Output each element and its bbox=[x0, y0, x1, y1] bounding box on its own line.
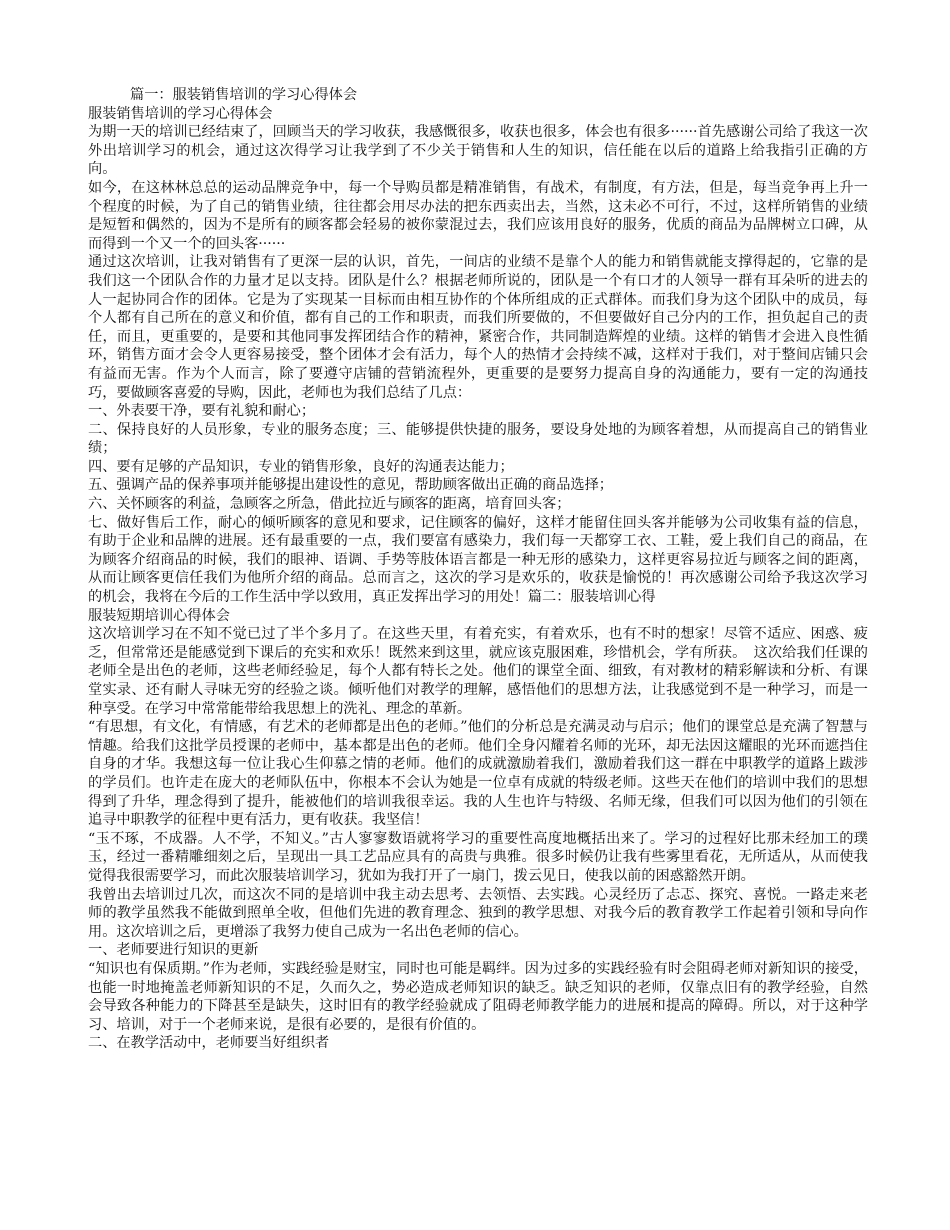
paragraph: 这次培训学习在不知不觉已过了半个多月了。在这些天里，有着充实，有着欢乐，也有不时的想家！尽管不适应、困惑、疲乏，但常常还是能感觉到下课后的充实和欢乐！既然来到这里，就应该克服困难，珍惜机会，学有所获。 这次给我们任课的老师全是出色的老师，这些老师经验足，每个人都有特长之处。他们的课堂全面、细致，有对教材的精彩解读和分析、有课堂实录、还有耐人寻味无穷的经验之谈。倾听他们对教学的理解，感悟他们的思想方法，让我感觉到不是一种学习，而是一种享受。在学习中常常能带给我思想上的洗礼、理念的革新。 bbox=[88, 626, 868, 717]
subheading: 一、老师要进行知识的更新 bbox=[88, 942, 259, 959]
list-item: 一、外表要干净，要有礼貌和耐心； bbox=[88, 403, 316, 420]
paragraph: 如今，在这林林总总的运动品牌竞争中，每一个导购员都是精准销售，有战术，有制度，有方法，但是，每当竞争再上升一个程度的时候，为了自己的销售业绩，往往都会用尽办法的把东西卖出去，当然，这未必不可行，不过，这样所销售的业绩是短暂和偶然的，因为不是所有的顾客都会轻易的被你蒙混过去，我们应该用良好的服务，优质的商品为品牌树立口碑，从而得到一个又一个的回头客······ bbox=[88, 179, 868, 252]
section-title-1: 篇一：服装销售培训的学习心得体会 bbox=[130, 87, 358, 103]
list-item: 五、强调产品的保养事项并能够提出建设性的意见，帮助顾客做出正确的商品选择； bbox=[88, 477, 613, 494]
list-item: 七、做好售后工作，耐心的倾听顾客的意见和要求，记住顾客的偏好，这样才能留住回头客并能够为公司收集有益的信息，有助于企业和品牌的进展。还有最重要的一点，我们要富有感染力，我们每一天都穿工衣、工鞋，爱上我们自己的商品，在为顾客介绍商品的时候，我们的眼神、语调、手势等肢体语言都是一种无形的感染力，这样更容易拉近与顾客之间的距离，从而让顾客更信任我们为他所介绍的商品。总而言之，这次的学习是欢乐的，收获是愉悦的！再次感谢公司给予我这次学习的机会，我将在今后的工作生活中学以致用，真正发挥出学习的用处！篇二：服装培训心得 bbox=[88, 514, 868, 606]
paragraph: 我曾出去培训过几次，而这次不同的是培训中我主动去思考、去领悟、去实践。心灵经历了忐忑、探究、喜悦。一路走来老师的教学虽然我不能做到照单全收，但他们先进的教育理念、独到的教学思想、对我今后的教育教学工作起着引领和导向作用。这次培训之后，更增添了我努力使自己成为一名出色老师的信心。 bbox=[88, 886, 868, 940]
paragraph: “玉不琢，不成器。人不学，不知义。”古人寥寥数语就将学习的重要性高度地概括出来了。学习的过程好比那未经加工的璞玉，经过一番精雕细刻之后，呈现出一具工艺品应具有的高贵与典雅。很多时候仍让我有些雾里看花，无所适从，从而使我觉得我很需要学习，而此次服装培训学习，犹如为我打开了一扇门，拨云见日，使我以前的困惑豁然开朗。 bbox=[88, 830, 868, 884]
paragraph: “有思想，有文化，有情感，有艺术的老师都是出色的老师。”他们的分析总是充满灵动与启示；他们的课堂总是充满了智慧与情趣。给我们这批学员授课的老师中，基本都是出色的老师。他们全身闪耀着名师的光环，却无法因这耀眼的光环而遮挡住自身的才华。我想这每一位让我心生仰慕之情的老师。他们的成就激励着我们，激励着我们这一群在中职教学的道路上跋涉的学员们。也许走在庞大的老师队伍中，你根本不会认为她是一位卓有成就的特级老师。这些天在他们的培训中我们的思想得到了升华，理念得到了提升，能被他们的培训我很幸运。我的人生也许与特级、名师无缘，但我们可以因为他们的引领在追寻中职教学的征程中更有活力，更有收获。我坚信！ bbox=[88, 719, 868, 829]
article-heading-2: 服装短期培训心得体会 bbox=[88, 607, 230, 624]
list-item: 四、要有足够的产品知识，专业的销售形象，良好的沟通表达能力； bbox=[88, 458, 514, 475]
article-heading-1: 服装销售培训的学习心得体会 bbox=[88, 105, 273, 122]
list-item: 六、关怀顾客的利益，急顾客之所急，借此拉近与顾客的距离，培育回头客； bbox=[88, 496, 571, 513]
list-item: 二、保持良好的人员形象，专业的服务态度；三、能够提供快捷的服务，要设身处地的为顾客着想，从而提高自己的销售业绩； bbox=[88, 421, 868, 457]
paragraph: 通过这次培训，让我对销售有了更深一层的认识，首先，一间店的业绩不是靠个人的能力和销售就能支撑得起的，它靠的是我们这一个团队合作的力量才足以支持。团队是什么？根据老师所说的，团队是一个有口才的人领导一群有耳朵听的进去的人一起协同合作的团体。它是为了实现某一目标而由相互协作的个体所组成的正式群体。而我们身为这个团队中的成员，每个人都有自己所在的意义和价值，都有自己的工作和职责，而我们所要做的，不但要做好自己分内的工作，担负起自己的责任，而且，更重要的，是要和其他同事发挥团结合作的精神，紧密合作，共同制造辉煌的业绩。这样的销售才会进入良性循环，销售方面才会令人更容易接受，整个团体才会有活力，每个人的热情才会持续不减，这样对于我们，对于整间店铺只会有益而无害。作为个人而言，除了要遵守店铺的营销流程外，更重要的是要努力提高自身的沟通能力，要有一定的沟通技巧，要做顾客喜爱的导购，因此，老师也为我们总结了几点： bbox=[88, 254, 868, 401]
paragraph: 为期一天的培训已经结束了，回顾当天的学习收获，我感慨很多，收获也很多，体会也有很多······首先感谢公司给了我这一次外出培训学习的机会，通过这次得学习让我学到了不少关于销售和人生的知识，信任能在以后的道路上给我指引正确的方向。 bbox=[88, 124, 868, 178]
subheading: 二、在教学活动中，老师要当好组织者 bbox=[88, 1035, 330, 1052]
document-body bbox=[88, 86, 868, 1053]
paragraph: “知识也有保质期。”作为老师，实践经验是财宝，同时也可能是羁绊。因为过多的实践经验有时会阻碍老师对新知识的接受，也能一时地掩盖老师新知识的不足，久而久之，势必造成老师知识的缺乏。缺乏知识的老师，仅靠点旧有的教学经验，自然会导致各种能力的下降甚至是缺失，这时旧有的教学经验就成了阻碍老师教学能力的进展和提高的障碍。所以，对于这种学习、培训，对于一个老师来说，是很有必要的，是很有价值的。 bbox=[88, 960, 868, 1033]
